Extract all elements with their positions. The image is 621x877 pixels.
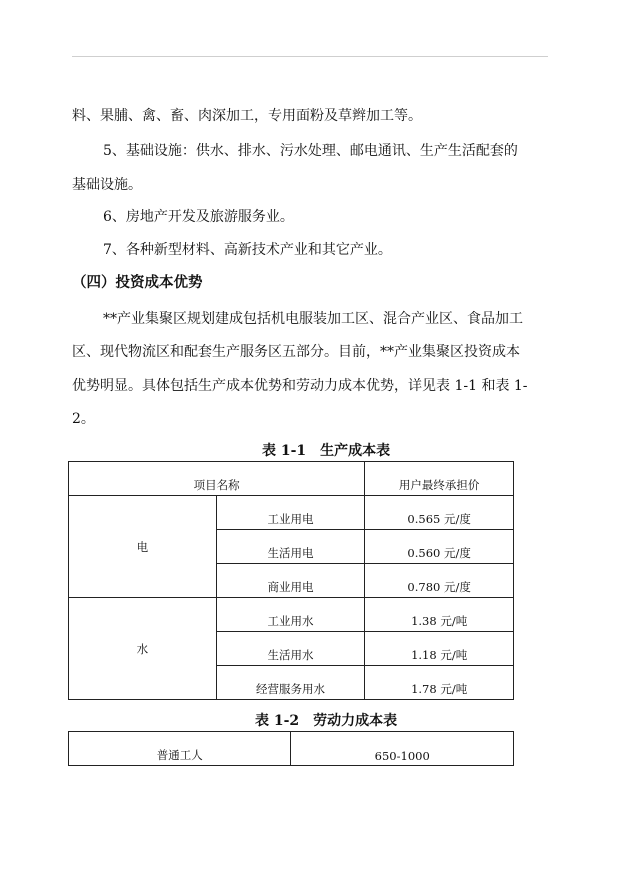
list-item-5-cont: 基础设施。 xyxy=(72,177,142,193)
row-price: 1.18 元/吨 xyxy=(365,632,514,666)
paragraph-line: 料、果脯、禽、畜、肉深加工，专用面粉及草辫加工等。 xyxy=(72,108,422,124)
table-row xyxy=(69,496,514,530)
row-item: 生活用水 xyxy=(216,632,365,666)
header-item-name: 项目名称 xyxy=(69,462,365,496)
list-item-5: 5、基础设施：供水、排水、污水处理、邮电通讯、生产生活配套的 xyxy=(103,143,518,159)
labor-type: 普通工人 xyxy=(69,732,291,766)
row-item: 工业用水 xyxy=(216,598,365,632)
row-price: 1.38 元/吨 xyxy=(365,598,514,632)
section-heading: （四）投资成本优势 xyxy=(72,274,203,291)
section-body-line: 优势明显。具体包括生产成本优势和劳动力成本优势，详见表 1-1 和表 1- xyxy=(72,378,528,394)
row-item: 商业用电 xyxy=(216,564,365,598)
row-price: 0.560 元/度 xyxy=(365,530,514,564)
header-price: 用户最终承担价 xyxy=(365,462,514,496)
list-item-7: 7、各种新型材料、高新技术产业和其它产业。 xyxy=(103,242,392,258)
row-item: 经营服务用水 xyxy=(216,666,365,700)
section-body-line: 区、现代物流区和配套生产服务区五部分。目前，**产业集聚区投资成本 xyxy=(72,344,520,360)
group-water: 水 xyxy=(69,598,217,700)
section-body-line: **产业集聚区规划建成包括机电服装加工区、混合产业区、食品加工 xyxy=(103,311,523,327)
header-rule xyxy=(72,56,548,57)
table2-caption: 表 1-2 劳动力成本表 xyxy=(255,713,398,729)
row-price: 1.78 元/吨 xyxy=(365,666,514,700)
row-price: 0.780 元/度 xyxy=(365,564,514,598)
row-item: 工业用电 xyxy=(216,496,365,530)
table-header-row xyxy=(69,462,514,496)
labor-value: 650-1000 xyxy=(291,732,514,766)
table-row xyxy=(69,732,514,766)
group-electricity: 电 xyxy=(69,496,217,598)
table1-caption: 表 1-1 生产成本表 xyxy=(262,443,391,459)
labor-cost-table xyxy=(68,731,514,766)
table-row xyxy=(69,598,514,632)
production-cost-table xyxy=(68,461,514,700)
list-item-6: 6、房地产开发及旅游服务业。 xyxy=(103,209,294,225)
section-body-line: 2。 xyxy=(72,411,95,427)
row-price: 0.565 元/度 xyxy=(365,496,514,530)
row-item: 生活用电 xyxy=(216,530,365,564)
